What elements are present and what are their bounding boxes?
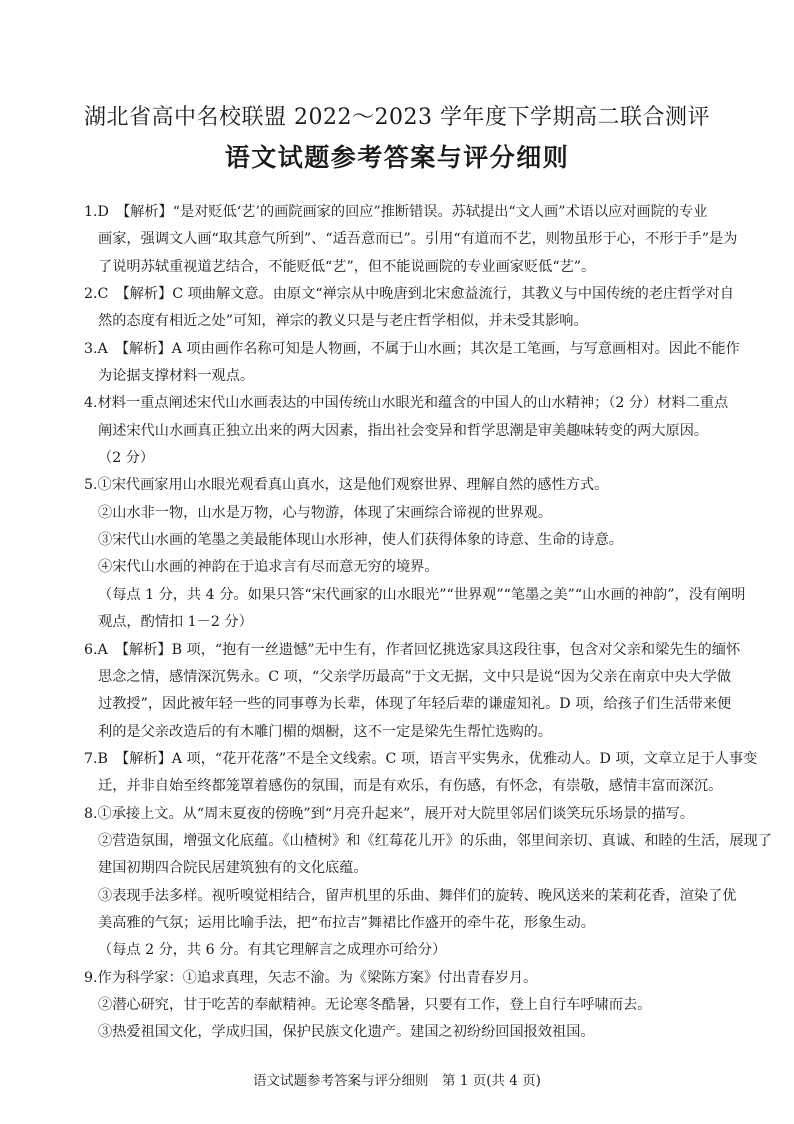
text-line: 思念之情，感情深沉隽永。C 项，“父亲学历最高”于文无据，文中只是说“因为父亲在南京中央大学做 — [98, 668, 732, 685]
text-line: 7.B 【解析】A 项，“花开花落”不是全文线索。C 项，语言平实隽永，优雅动人。D 项，文章立足于人事变 — [84, 750, 758, 767]
text-line: 5.①宋代画家用山水眼光观看真山真水，这是他们观察世界、理解自然的感性方式。 — [84, 477, 609, 494]
text-line: 4.材料一重点阐述宋代山水画表达的中国传统山水眼光和蕴含的中国人的山水精神；（2 分）材料二重点 — [84, 395, 729, 412]
text-line: （每点 1 分，共 4 分。如果只答“宋代画家的山水眼光”“世界观”“笔墨之美”“山水画的神韵”，没有阐明 — [98, 586, 746, 603]
page-subtitle: 语文试题参考答案与评分细则 — [224, 143, 570, 172]
text-line: 2.C 【解析】C 项曲解文意。由原文“禅宗从中晚唐到北宋愈益流行，其教义与中国传统的老庄哲学对自 — [84, 286, 734, 303]
text-line: 6.A 【解析】B 项，“抱有一丝遗憾”无中生有，作者回忆挑选家具这段往事，包含对父亲和梁先生的缅怀 — [84, 641, 741, 658]
text-line: ③宋代山水画的笔墨之美最能体现山水形神，使人们获得体象的诗意、生命的诗意。 — [98, 532, 623, 549]
text-line: ④宋代山水画的神韵在于追求言有尽而意无穷的境界。 — [98, 559, 439, 576]
text-line: ②潜心研究，甘于吃苦的奉献精神。无论寒冬酷暑，只要有工作，登上自行车呼啸而去。 — [98, 996, 652, 1013]
text-line: 过教授”，因此被年轻一些的同事尊为长辈，体现了年轻后辈的谦虚知礼。D 项，给孩子们生活带来便 — [98, 696, 732, 713]
text-line: 美高雅的气氛；运用比喻手法，把“布拉吉”舞裙比作盛开的牵牛花，形象生动。 — [98, 914, 595, 931]
text-line: 8.①承接上文。从“周末夏夜的傍晚”到“月亮升起来”，展开对大院里邻居们谈笑玩乐场景的描写。 — [84, 805, 695, 822]
text-line: ③热爱祖国文化，学成归国，保护民族文化遗产。建国之初纷纷回国报效祖国。 — [98, 1024, 595, 1041]
answer-body — [84, 199, 772, 1047]
text-line: ③表现手法多样。视听嗅觉相结合，留声机里的乐曲、舞伴们的旋转、晚风送来的茉莉花香，渲染了优 — [98, 887, 737, 904]
text-line: 然的态度有相近之处”可知，禅宗的教义只是与老庄哲学相似，并未受其影响。 — [98, 313, 588, 330]
text-line: 3.A 【解析】A 项由画作名称可知是人物画，不属于山水画；其次是工笔画，与写意画相对。因此不能作 — [84, 340, 740, 357]
text-line: ②山水非一物，山水是万物，心与物游，体现了宋画综合谛视的世界观。 — [98, 504, 553, 521]
text-line: 迁，并非自始至终都笼罩着感伤的氛围，而是有欢乐，有伤感，有怀念，有崇敬，感情丰富而深沉。 — [98, 778, 723, 795]
text-line: 9.作为科学家：①追求真理，矢志不渝。为《梁陈方案》付出青春岁月。 — [84, 969, 538, 986]
text-line: 阐述宋代山水画真正独立出来的两大因素，指出社会变异和哲学思潮是审美趣味转变的两大原因。 — [98, 422, 709, 439]
text-line: （每点 2 分，共 6 分。有其它理解言之成理亦可给分） — [98, 942, 447, 959]
text-line: 了说明苏轼重视道艺结合，不能贬低“艺”，但不能说画院的专业画家贬低“艺”。 — [98, 258, 596, 275]
page-footer: 语文试题参考答案与评分细则 第 1 页(共 4 页) — [253, 1073, 541, 1089]
text-line: 为论据支撑材料一观点。 — [98, 368, 255, 385]
text-line: ②营造氛围，增强文化底蕴。《山楂树》和《红莓花儿开》的乐曲，邻里间亲切、真诚、和睦的生活，展现了 — [98, 832, 772, 849]
text-line: 建国初期四合院民居建筑独有的文化底蕴。 — [98, 860, 368, 877]
text-line: 利的是父亲改造后的有木雕门楣的烟橱，这不一定是梁先生帮忙选购的。 — [98, 723, 553, 740]
text-line: 1.D 【解析】“是对贬低‘艺’的画院画家的回应”推断错误。苏轼提出“文人画”术语以应对画院的专业 — [84, 204, 708, 220]
text-line: 画家，强调文人画“取其意气所到”、“适吾意而已”。引用“有道而不艺，则物虽形于心，不形于手”是为 — [98, 231, 738, 248]
page-title: 湖北省高中名校联盟 2022～2023 学年度下学期高二联合测评 — [84, 105, 710, 130]
text-line: 观点，酌情扣 1－2 分） — [98, 614, 253, 631]
text-line: （2 分） — [98, 450, 155, 467]
